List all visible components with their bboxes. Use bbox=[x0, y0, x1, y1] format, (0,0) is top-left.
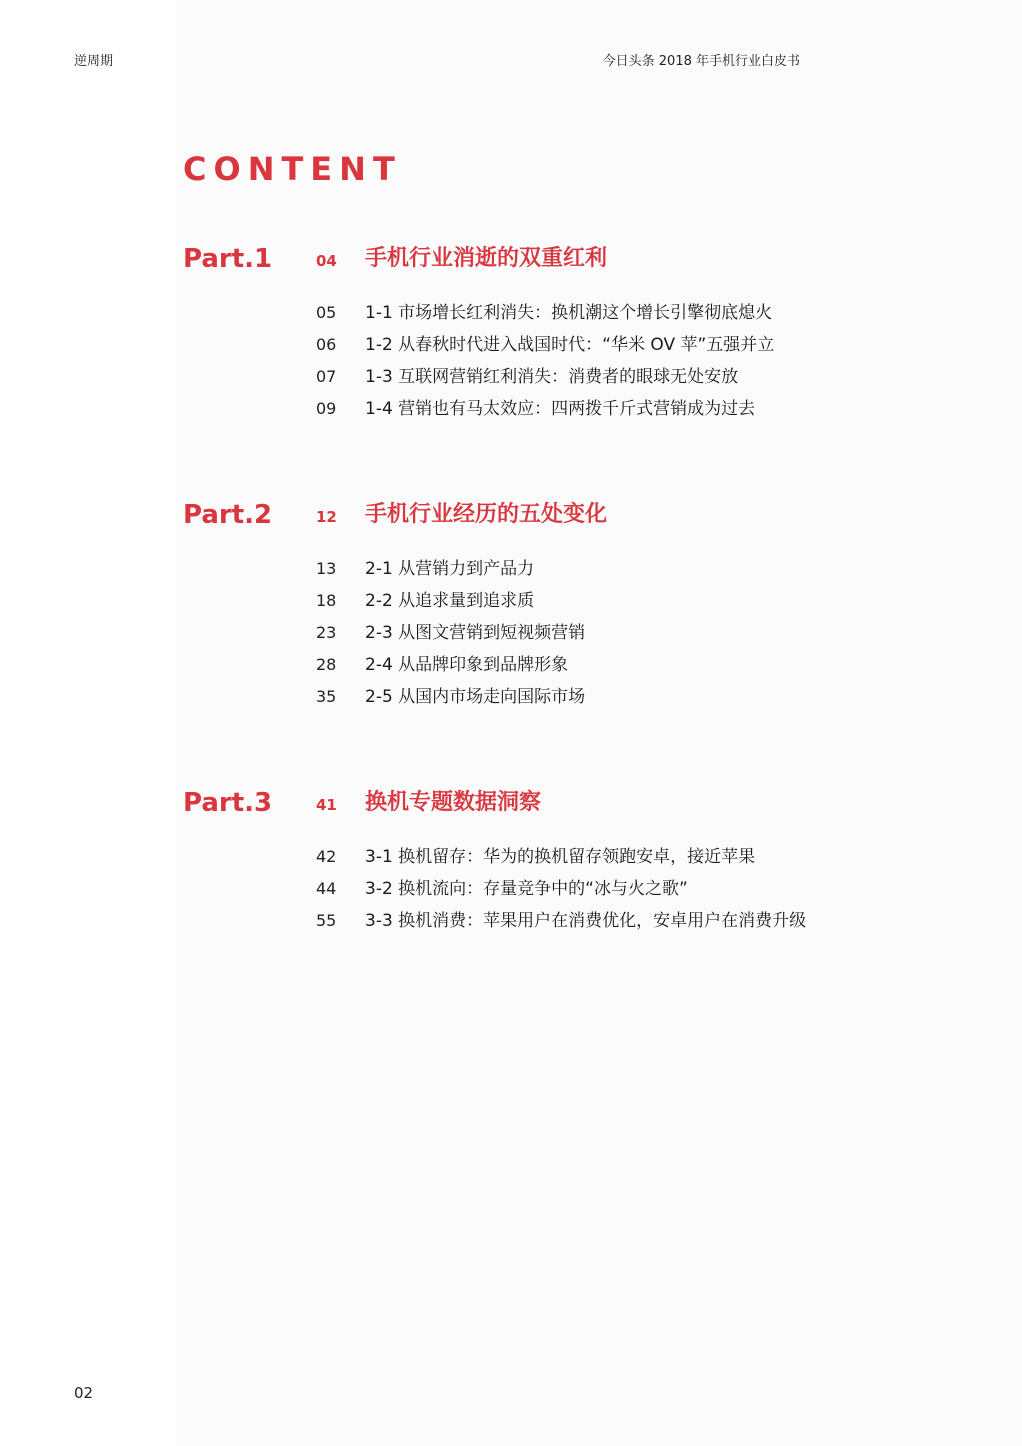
toc-item-list bbox=[0, 558, 1022, 718]
toc-item-title: 3-1 换机留存：华为的换机留存领跑安卓，接近苹果 bbox=[365, 847, 756, 867]
part-title[interactable]: 手机行业消逝的双重红利 bbox=[365, 246, 608, 271]
toc-item[interactable] bbox=[0, 558, 1022, 590]
header-left-label: 逆周期 bbox=[74, 54, 114, 69]
toc-item-page: 06 bbox=[316, 335, 337, 354]
toc-item[interactable] bbox=[0, 302, 1022, 334]
toc-item-title: 3-2 换机流向：存量竞争中的“冰与火之歌” bbox=[365, 879, 688, 899]
toc-item[interactable] bbox=[0, 366, 1022, 398]
toc-item[interactable] bbox=[0, 622, 1022, 654]
toc-item[interactable] bbox=[0, 334, 1022, 366]
toc-item[interactable] bbox=[0, 846, 1022, 878]
toc-item-page: 07 bbox=[316, 367, 337, 386]
toc-item-page: 05 bbox=[316, 303, 337, 322]
toc-item[interactable] bbox=[0, 590, 1022, 622]
header-right-title: 今日头条 2018 年手机行业白皮书 bbox=[602, 54, 800, 69]
toc-item-title: 2-2 从追求量到追求质 bbox=[365, 591, 535, 611]
footer-page-number: 02 bbox=[74, 1384, 94, 1402]
toc-item-title: 2-4 从品牌印象到品牌形象 bbox=[365, 655, 569, 675]
toc-item-page: 23 bbox=[316, 623, 337, 642]
toc-item-list bbox=[0, 846, 1022, 942]
toc-item-page: 55 bbox=[316, 911, 337, 930]
toc-item-title: 2-1 从营销力到产品力 bbox=[365, 559, 535, 579]
part-title[interactable]: 手机行业经历的五处变化 bbox=[365, 502, 608, 527]
toc-item-title: 1-1 市场增长红利消失：换机潮这个增长引擎彻底熄火 bbox=[365, 303, 773, 323]
toc-item-page: 44 bbox=[316, 879, 337, 898]
toc-item-page: 18 bbox=[316, 591, 337, 610]
toc-item-list bbox=[0, 302, 1022, 430]
toc-item-title: 1-3 互联网营销红利消失：消费者的眼球无处安放 bbox=[365, 367, 739, 387]
part-label: Part.2 bbox=[183, 500, 273, 530]
part-title[interactable]: 换机专题数据洞察 bbox=[365, 790, 542, 815]
toc-item[interactable] bbox=[0, 910, 1022, 942]
toc-item-title: 2-3 从图文营销到短视频营销 bbox=[365, 623, 586, 643]
part-page-number: 04 bbox=[316, 252, 337, 270]
part-page-number: 12 bbox=[316, 508, 337, 526]
toc-item[interactable] bbox=[0, 398, 1022, 430]
toc-item-title: 3-3 换机消费：苹果用户在消费优化，安卓用户在消费升级 bbox=[365, 911, 807, 931]
toc-item-title: 2-5 从国内市场走向国际市场 bbox=[365, 687, 586, 707]
toc-item-page: 42 bbox=[316, 847, 337, 866]
toc-item-page: 35 bbox=[316, 687, 337, 706]
toc-item-title: 1-4 营销也有马太效应：四两拨千斤式营销成为过去 bbox=[365, 399, 756, 419]
page-title: CONTENT bbox=[183, 150, 402, 188]
part-label: Part.3 bbox=[183, 788, 273, 818]
toc-item-title: 1-2 从春秋时代进入战国时代：“华米 OV 苹”五强并立 bbox=[365, 335, 775, 355]
toc-item[interactable] bbox=[0, 686, 1022, 718]
toc-item-page: 13 bbox=[316, 559, 337, 578]
toc-item-page: 28 bbox=[316, 655, 337, 674]
toc-item-page: 09 bbox=[316, 399, 337, 418]
part-page-number: 41 bbox=[316, 796, 337, 814]
toc-item[interactable] bbox=[0, 878, 1022, 910]
toc-item[interactable] bbox=[0, 654, 1022, 686]
part-label: Part.1 bbox=[183, 244, 273, 274]
